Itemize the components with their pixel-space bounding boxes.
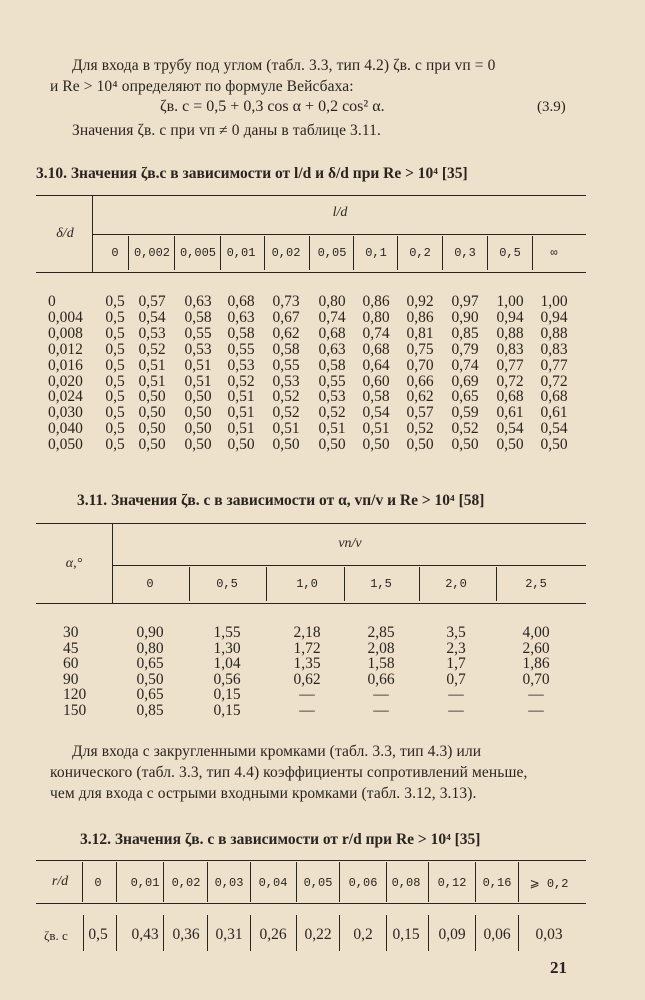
table-cell: 0,52 bbox=[227, 372, 255, 390]
row-label: 90 bbox=[63, 670, 79, 688]
table-cell: 0,68 bbox=[227, 293, 255, 310]
table-cell: 0,77 bbox=[540, 356, 568, 374]
table-cell: — bbox=[299, 702, 315, 719]
col-header: 0,1 bbox=[365, 246, 387, 260]
table-cell: 0,68 bbox=[496, 388, 524, 406]
table-cell: — bbox=[528, 702, 544, 719]
table-cell: 0,31 bbox=[215, 926, 243, 943]
table-cell: 0,55 bbox=[272, 356, 300, 374]
row-label: 0,024 bbox=[48, 388, 83, 406]
col-header: 0,3 bbox=[454, 246, 476, 260]
table-cell: 1,04 bbox=[213, 655, 241, 673]
col-header: 0,5 bbox=[499, 246, 521, 260]
table-cell: 0,90 bbox=[451, 308, 479, 326]
table-cell: 0,5 bbox=[105, 420, 125, 438]
table-cell: 0,43 bbox=[131, 926, 159, 943]
table-cell: 0,06 bbox=[483, 926, 511, 943]
table-cell: 0,74 bbox=[451, 356, 479, 374]
table-3-11-caption bbox=[77, 492, 484, 510]
value-label: ζв. с bbox=[44, 928, 68, 943]
table-cell: 0,5 bbox=[105, 293, 125, 310]
row-label: 0 bbox=[48, 293, 56, 310]
table-cell: 0,58 bbox=[272, 340, 300, 358]
table-cell: — bbox=[448, 702, 464, 719]
col-header: 0 bbox=[94, 876, 102, 890]
table-cell: 0,51 bbox=[184, 372, 212, 390]
table-cell: 0,53 bbox=[272, 372, 300, 390]
col-header: 0,05 bbox=[317, 246, 347, 260]
table-cell: 0,58 bbox=[227, 324, 255, 342]
row-label: 0,008 bbox=[48, 324, 83, 342]
table-cell: 0,65 bbox=[136, 655, 164, 673]
table-cell: 0,52 bbox=[318, 404, 346, 422]
col-header: 1,5 bbox=[370, 577, 392, 591]
page-number: 21 bbox=[550, 958, 567, 977]
col-header: 0,002 bbox=[133, 246, 170, 260]
table-cell: 0,57 bbox=[406, 404, 434, 422]
table-cell: 0,36 bbox=[172, 926, 200, 943]
table-cell: 0,50 bbox=[496, 436, 524, 454]
table-cell: 0,5 bbox=[105, 340, 125, 358]
table-cell: 0,79 bbox=[451, 340, 479, 358]
col-header: 0,02 bbox=[171, 876, 201, 890]
row-header: r/d bbox=[51, 874, 69, 889]
rule bbox=[496, 567, 497, 601]
table-cell: 0,50 bbox=[184, 436, 212, 454]
col-header: 0 bbox=[146, 577, 154, 591]
table-cell: 0,09 bbox=[438, 926, 466, 943]
table-cell: 0,59 bbox=[451, 404, 479, 422]
table-cell: 0,75 bbox=[406, 340, 434, 358]
table-cell: 0,51 bbox=[318, 420, 346, 438]
table-cell: 0,51 bbox=[184, 356, 212, 374]
table-cell: 0,5 bbox=[88, 926, 108, 943]
table-cell: 0,70 bbox=[522, 670, 550, 688]
table-cell: 0,15 bbox=[392, 926, 420, 943]
rule bbox=[419, 567, 420, 601]
table-cell: — bbox=[528, 686, 544, 704]
table-cell: 0,5 bbox=[105, 372, 125, 390]
table-cell: 0,80 bbox=[136, 639, 164, 657]
rule bbox=[36, 903, 586, 904]
table-cell: 2,85 bbox=[367, 624, 395, 641]
table-cell: 0,56 bbox=[213, 670, 241, 688]
table-cell: 0,26 bbox=[259, 926, 287, 943]
table-cell: 1,35 bbox=[293, 655, 321, 673]
table-cell: 0,50 bbox=[184, 404, 212, 422]
table-cell: 3,5 bbox=[446, 624, 466, 641]
row-label: 45 bbox=[63, 639, 79, 657]
table-cell: 0,85 bbox=[451, 324, 479, 342]
table-cell: — bbox=[373, 702, 389, 719]
table-3-12-caption bbox=[80, 831, 480, 849]
table-cell: 0,54 bbox=[138, 308, 166, 326]
table-cell: 1,72 bbox=[293, 639, 321, 657]
table-cell: 0,5 bbox=[105, 356, 125, 374]
col-header: 0,05 bbox=[303, 876, 333, 890]
table-cell: 0,63 bbox=[318, 340, 346, 358]
table-cell: 0,58 bbox=[184, 308, 212, 326]
col-header: ⩾ 0,2 bbox=[529, 877, 569, 891]
table-cell: 0,73 bbox=[272, 293, 300, 310]
table-cell: 0,58 bbox=[362, 388, 390, 406]
table-cell: 0,50 bbox=[138, 404, 166, 422]
table-cell: 0,03 bbox=[535, 926, 563, 943]
table-cell: 0,68 bbox=[362, 340, 390, 358]
table-cell: 0,51 bbox=[362, 420, 390, 438]
table-cell: 0,2 bbox=[353, 926, 373, 943]
table-cell: 0,50 bbox=[406, 436, 434, 454]
table-cell: 0,80 bbox=[318, 293, 346, 310]
table-cell: 1,86 bbox=[522, 655, 550, 673]
table-cell: 0,51 bbox=[227, 420, 255, 438]
table-cell: 0,69 bbox=[451, 372, 479, 390]
rule bbox=[36, 272, 586, 273]
formula-number: (3.9) bbox=[537, 99, 566, 115]
row-label: 0,040 bbox=[48, 420, 83, 438]
group-header: vп/v bbox=[338, 536, 362, 551]
col-header: 0,03 bbox=[214, 876, 244, 890]
table-cell: 0,77 bbox=[496, 356, 524, 374]
table-cell: 0,57 bbox=[138, 293, 166, 310]
table-cell: 2,60 bbox=[522, 639, 550, 657]
row-label: 0,020 bbox=[48, 372, 83, 390]
table-cell: 0,53 bbox=[184, 340, 212, 358]
table-cell: 0,68 bbox=[318, 324, 346, 342]
table-cell: 0,50 bbox=[136, 670, 164, 688]
table-cell: 0,55 bbox=[184, 324, 212, 342]
rule bbox=[92, 196, 93, 272]
table-cell: 2,3 bbox=[446, 639, 466, 657]
table-cell: 0,67 bbox=[272, 308, 300, 326]
table-cell: 0,51 bbox=[138, 372, 166, 390]
table-cell: 0,74 bbox=[362, 324, 390, 342]
table-cell: 0,50 bbox=[138, 388, 166, 406]
col-header: 0,01 bbox=[130, 876, 160, 890]
table-cell: 0,83 bbox=[540, 340, 568, 358]
col-header: 0 bbox=[111, 246, 119, 260]
table-cell: 0,81 bbox=[406, 324, 434, 342]
table-cell: 0,88 bbox=[496, 324, 524, 342]
row-label: 0,004 bbox=[48, 308, 83, 326]
intro-line-2: и Re > 10⁴ определяют по формуле Вейсбаха: bbox=[50, 78, 354, 95]
table-cell: 0,51 bbox=[227, 404, 255, 422]
rule bbox=[92, 234, 586, 235]
table-cell: 0,54 bbox=[540, 420, 568, 438]
table-cell: 0,65 bbox=[136, 686, 164, 704]
table-cell: 0,50 bbox=[318, 436, 346, 454]
row-label: 30 bbox=[63, 624, 79, 641]
group-header: l/d bbox=[332, 205, 348, 220]
table-cell: 0,90 bbox=[136, 624, 164, 641]
rule bbox=[189, 567, 190, 601]
table-cell: 0,51 bbox=[272, 420, 300, 438]
intro-line-3: Значения ζв. с при vп ≠ 0 даны в таблице 3.11. bbox=[72, 122, 381, 139]
table-cell: 0,50 bbox=[362, 436, 390, 454]
table-cell: 0,55 bbox=[318, 372, 346, 390]
rule bbox=[344, 567, 345, 601]
col-header: 0,5 bbox=[216, 577, 238, 591]
table-cell: 0,50 bbox=[272, 436, 300, 454]
col-header: ∞ bbox=[550, 246, 558, 260]
table-3-11-number: 3.11. bbox=[77, 492, 108, 509]
table-cell: 0,63 bbox=[227, 308, 255, 326]
table-cell: 0,86 bbox=[406, 308, 434, 326]
table-cell: 0,66 bbox=[406, 372, 434, 390]
table-3-11-title: Значения ζв. с в зависимости от α, vп/v и Re > 10⁴ [58] bbox=[111, 492, 485, 509]
middle-line-3: чем для входа с острыми входными кромками (табл. 3.12, 3.13). bbox=[50, 785, 477, 802]
col-header: 1,0 bbox=[296, 577, 318, 591]
col-header: 0,06 bbox=[348, 876, 378, 890]
col-header: 2,5 bbox=[525, 577, 547, 591]
row-label: 60 bbox=[63, 655, 79, 673]
row-label: 0,016 bbox=[48, 356, 83, 374]
col-header: 0,16 bbox=[482, 876, 512, 890]
table-cell: 0,7 bbox=[446, 670, 466, 688]
table-cell: 0,51 bbox=[227, 388, 255, 406]
table-cell: 0,80 bbox=[362, 308, 390, 326]
table-3-10-title: Значения ζв.с в зависимости от l/d и δ/d при Re > 10⁴ [35] bbox=[70, 165, 468, 182]
col-header: 2,0 bbox=[445, 577, 467, 591]
table-cell: 0,61 bbox=[496, 404, 524, 422]
col-header: 0,2 bbox=[409, 246, 431, 260]
rule bbox=[36, 195, 586, 196]
table-cell: 0,5 bbox=[105, 324, 125, 342]
table-cell: 0,92 bbox=[406, 293, 434, 310]
table-cell: 1,58 bbox=[367, 655, 395, 673]
table-cell: 0,66 bbox=[367, 670, 395, 688]
row-header: δ/d bbox=[56, 226, 74, 241]
table-cell: 0,74 bbox=[318, 308, 346, 326]
table-cell: 0,68 bbox=[540, 388, 568, 406]
col-header: 0,08 bbox=[391, 876, 421, 890]
table-cell: 0,53 bbox=[227, 356, 255, 374]
table-cell: 0,54 bbox=[496, 420, 524, 438]
table-cell: 0,55 bbox=[227, 340, 255, 358]
table-cell: 0,51 bbox=[138, 356, 166, 374]
table-cell: 0,50 bbox=[451, 436, 479, 454]
table-cell: 1,00 bbox=[540, 293, 568, 310]
table-cell: 1,55 bbox=[213, 624, 241, 641]
table-cell: 0,50 bbox=[184, 388, 212, 406]
table-cell: 0,5 bbox=[105, 404, 125, 422]
table-3-10-number: 3.10. bbox=[36, 165, 67, 182]
rule bbox=[266, 567, 267, 601]
table-cell: — bbox=[448, 686, 464, 704]
rule bbox=[36, 523, 586, 524]
table-cell: 0,50 bbox=[138, 420, 166, 438]
table-cell: 0,50 bbox=[540, 436, 568, 454]
table-cell: 2,18 bbox=[293, 624, 321, 641]
table-cell: 2,08 bbox=[367, 639, 395, 657]
table-3-12-title: Значения ζв. с в зависимости от r/d при Re > 10⁴ [35] bbox=[114, 831, 481, 848]
table-cell: 0,60 bbox=[362, 372, 390, 390]
row-label: 0,050 bbox=[48, 436, 83, 454]
table-cell: 0,54 bbox=[362, 404, 390, 422]
rule bbox=[112, 565, 586, 566]
table-cell: 4,00 bbox=[522, 624, 550, 641]
table-cell: 0,52 bbox=[272, 388, 300, 406]
table-cell: 0,61 bbox=[540, 404, 568, 422]
col-header: 0,01 bbox=[226, 246, 256, 260]
table-cell: 0,50 bbox=[138, 436, 166, 454]
table-cell: 0,52 bbox=[272, 404, 300, 422]
table-cell: 1,7 bbox=[446, 655, 466, 673]
col-header: 0,04 bbox=[258, 876, 288, 890]
middle-line-2: конического (табл. 3.3, тип 4.4) коэффициенты сопротивлений меньше, bbox=[50, 764, 528, 781]
table-cell: 0,65 bbox=[451, 388, 479, 406]
table-cell: 0,53 bbox=[138, 324, 166, 342]
col-header: 0,02 bbox=[271, 246, 301, 260]
middle-line-1: Для входа с закругленными кромками (табл. 3.3, тип 4.3) или bbox=[72, 743, 482, 760]
table-cell: 0,50 bbox=[227, 436, 255, 454]
table-cell: 0,22 bbox=[304, 926, 332, 943]
table-cell: — bbox=[299, 686, 315, 704]
table-cell: 0,15 bbox=[213, 702, 241, 719]
table-cell: 1,00 bbox=[496, 293, 524, 310]
row-header: α,° bbox=[65, 556, 83, 571]
row-label: 120 bbox=[63, 686, 87, 704]
table-cell: 0,62 bbox=[272, 324, 300, 342]
col-header: 0,12 bbox=[437, 876, 467, 890]
table-cell: 0,52 bbox=[138, 340, 166, 358]
table-cell: 0,83 bbox=[496, 340, 524, 358]
table-cell: 0,53 bbox=[318, 388, 346, 406]
table-cell: 0,5 bbox=[105, 308, 125, 326]
weisbach-formula: ζв. с = 0,5 + 0,3 cos α + 0,2 cos² α. bbox=[160, 98, 385, 115]
table-cell: 0,70 bbox=[406, 356, 434, 374]
table-cell: 0,5 bbox=[105, 436, 125, 454]
table-cell: 0,62 bbox=[406, 388, 434, 406]
row-label: 150 bbox=[63, 702, 87, 719]
table-3-12-number: 3.12. bbox=[80, 831, 111, 848]
row-label: 0,012 bbox=[48, 340, 83, 358]
table-cell: 0,97 bbox=[451, 293, 479, 310]
table-cell: 0,72 bbox=[496, 372, 524, 390]
intro-line-1: Для входа в трубу под углом (табл. 3.3, тип 4.2) ζв. с при vп = 0 bbox=[72, 57, 496, 74]
table-cell: 0,52 bbox=[406, 420, 434, 438]
table-cell: 0,15 bbox=[213, 686, 241, 704]
table-cell: 0,88 bbox=[540, 324, 568, 342]
row-label: 0,030 bbox=[48, 404, 83, 422]
table-3-10-caption bbox=[36, 165, 468, 183]
col-header: 0,005 bbox=[179, 246, 216, 260]
table-cell: 0,52 bbox=[451, 420, 479, 438]
table-cell: 0,85 bbox=[136, 702, 164, 719]
table-cell: — bbox=[373, 686, 389, 704]
rule bbox=[112, 524, 113, 603]
table-cell: 0,94 bbox=[540, 308, 568, 326]
table-cell: 0,62 bbox=[293, 670, 321, 688]
table-cell: 0,50 bbox=[184, 420, 212, 438]
rule bbox=[36, 860, 586, 861]
table-cell: 0,64 bbox=[362, 356, 390, 374]
table-cell: 0,94 bbox=[496, 308, 524, 326]
table-cell: 0,72 bbox=[540, 372, 568, 390]
table-cell: 0,63 bbox=[184, 293, 212, 310]
table-cell: 1,30 bbox=[213, 639, 241, 657]
table-cell: 0,58 bbox=[318, 356, 346, 374]
rule bbox=[36, 603, 586, 604]
table-cell: 0,5 bbox=[105, 388, 125, 406]
table-cell: 0,86 bbox=[362, 293, 390, 310]
